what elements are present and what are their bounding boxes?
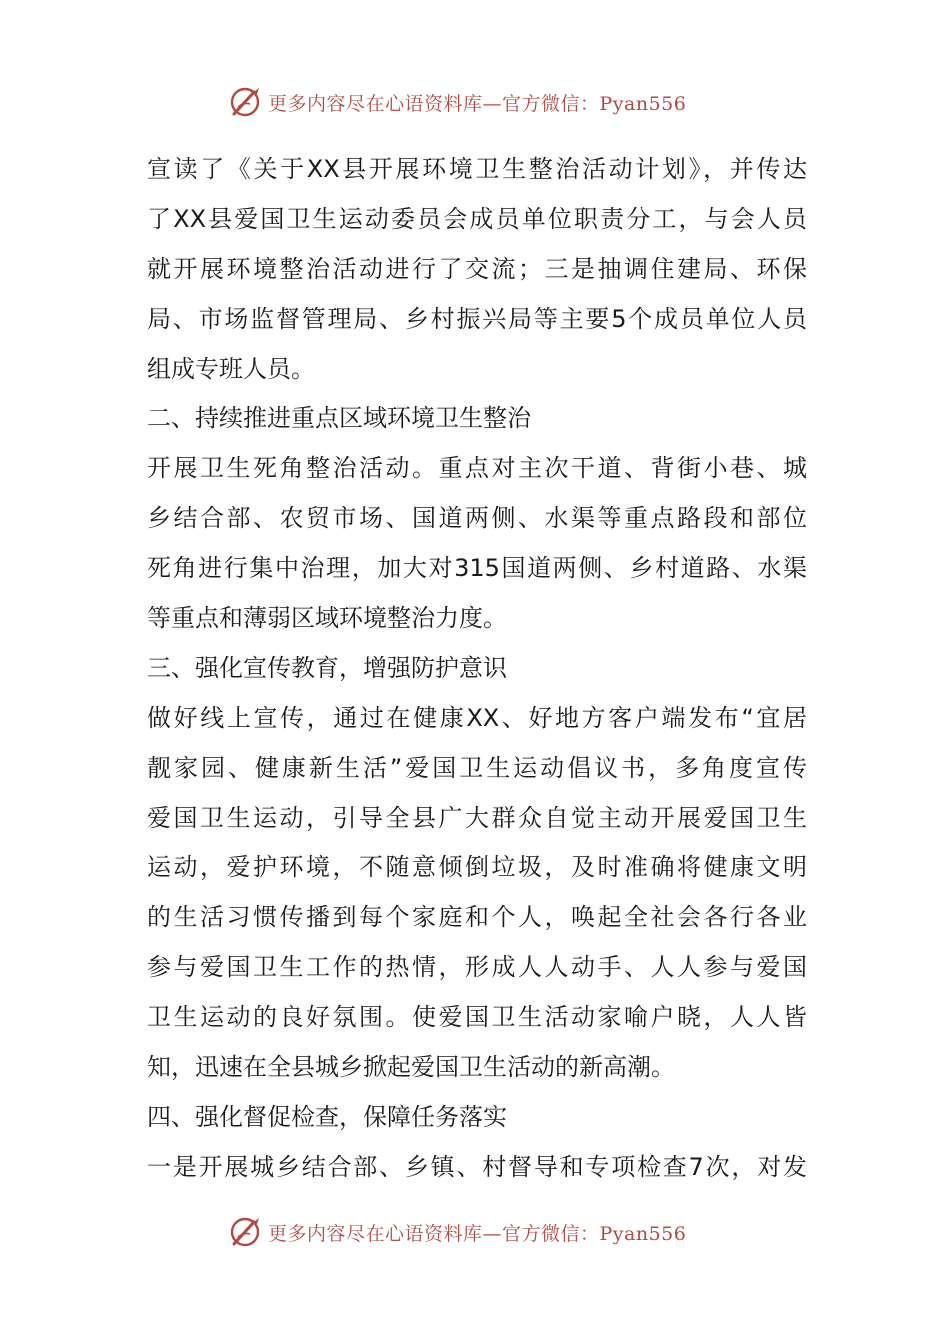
paragraph-line: 卫生运动的良好氛围。使爱国卫生活动家喻户晓，人人皆 xyxy=(147,1003,807,1032)
section-heading: 四、强化督促检查，保障任务落实 xyxy=(147,1102,507,1131)
footer-banner xyxy=(228,1212,748,1252)
paragraph-line: 一是开展城乡结合部、乡镇、村督导和专项检查7次，对发 xyxy=(147,1152,807,1181)
section-heading: 三、强化宣传教育，增强防护意识 xyxy=(147,653,507,682)
header-banner xyxy=(228,82,748,122)
pen-logo-icon xyxy=(228,84,264,120)
paragraph-line: 做好线上宣传，通过在健康XX、好地方客户端发布“宜居 xyxy=(147,703,807,732)
paragraph-line: 开展卫生死角整治活动。重点对主次干道、背街小巷、城 xyxy=(147,454,807,483)
paragraph-line: 乡结合部、农贸市场、国道两侧、水渠等重点路段和部位 xyxy=(147,504,807,533)
pen-logo-icon xyxy=(228,1214,264,1250)
paragraph-line: 局、市场监督管理局、乡村振兴局等主要5个成员单位人员 xyxy=(147,304,807,333)
paragraph-line: 运动，爱护环境，不随意倾倒垃圾，及时准确将健康文明 xyxy=(147,853,807,882)
paragraph-line: 知，迅速在全县城乡掀起爱国卫生活动的新高潮。 xyxy=(147,1053,675,1082)
paragraph-line: 了XX县爱国卫生运动委员会成员单位职责分工，与会人员 xyxy=(147,204,807,233)
paragraph-line: 参与爱国卫生工作的热情，形成人人动手、人人参与爱国 xyxy=(147,953,807,982)
banner-text: 更多内容尽在心语资料库—官方微信：Pyan556 xyxy=(268,92,687,115)
paragraph-line: 靓家园、健康新生活”爱国卫生运动倡议书，多角度宣传 xyxy=(147,753,807,782)
paragraph-line: 的生活习惯传播到每个家庭和个人，唤起全社会各行各业 xyxy=(147,903,807,932)
paragraph-line: 死角进行集中治理，加大对315国道两侧、乡村道路、水渠 xyxy=(147,554,807,583)
section-heading: 二、持续推进重点区域环境卫生整治 xyxy=(147,404,531,433)
paragraph-line: 宣读了《关于XX县开展环境卫生整治活动计划》，并传达 xyxy=(147,155,807,183)
document-body xyxy=(147,145,807,1193)
paragraph-line: 爱国卫生运动，引导全县广大群众自觉主动开展爱国卫生 xyxy=(147,803,807,832)
banner-text: 更多内容尽在心语资料库—官方微信：Pyan556 xyxy=(268,1222,687,1245)
paragraph-line: 就开展环境整治活动进行了交流；三是抽调住建局、环保 xyxy=(147,254,807,283)
paragraph-line: 等重点和薄弱区域环境整治力度。 xyxy=(147,604,507,633)
paragraph-line: 组成专班人员。 xyxy=(147,354,315,383)
